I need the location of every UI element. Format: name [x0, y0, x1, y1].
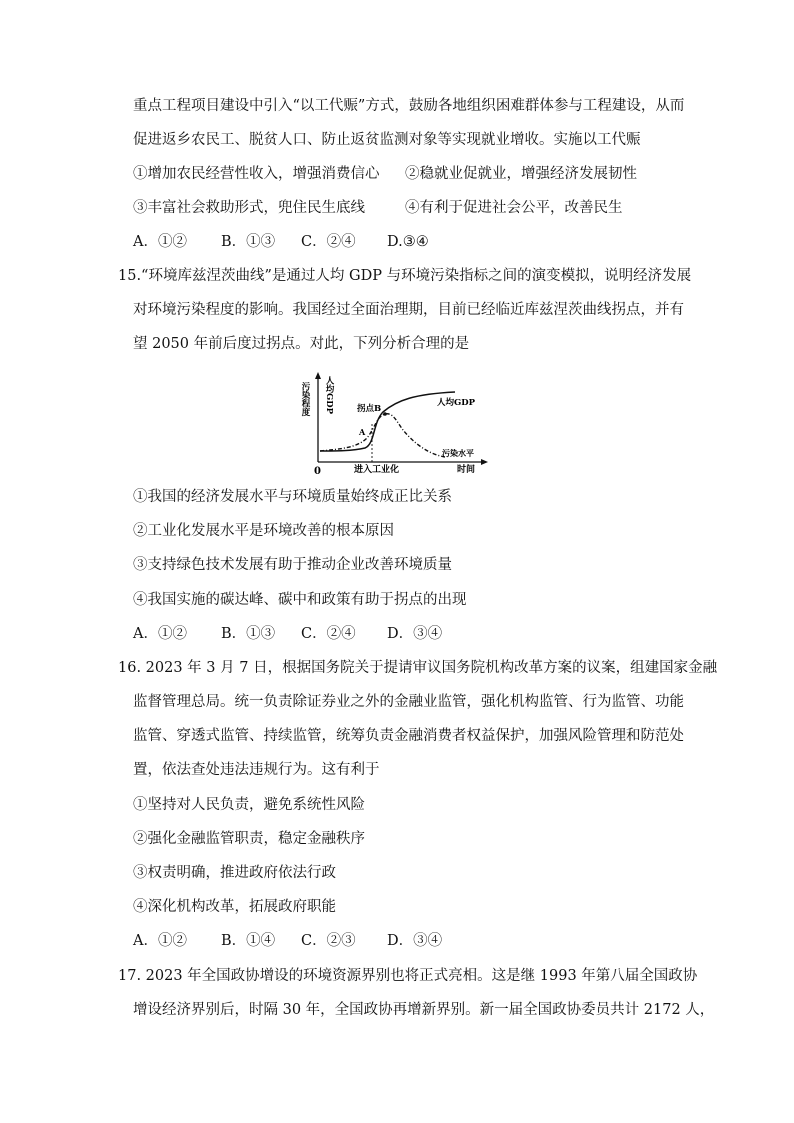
- q16-line-4: 置，依法查处违法违规行为。这有利于: [133, 762, 380, 778]
- q15-choice-c: C．②④: [301, 626, 356, 642]
- q15-answer-choices: [133, 624, 442, 644]
- gdp-curve: [320, 392, 455, 451]
- q15-line-1: 15.“环境库兹涅茨曲线”是通过人均 GDP 与环境污染指标之间的演变模拟，说明经济发展: [118, 268, 692, 284]
- q15-choice-b: B．①③: [221, 626, 276, 642]
- q14-choice-d: D.③④: [387, 234, 429, 250]
- q15-option-1: ①我国的经济发展水平与环境质量始终成正比关系: [133, 489, 452, 505]
- y-axis-label-gdp: 人均GDP: [324, 376, 334, 415]
- q14-choice-a: A．①②: [133, 234, 187, 250]
- q16-option-3: ③权责明确，推进政府依法行政: [133, 865, 336, 881]
- q16-line-1: 16. 2023 年 3 月 7 日，根据国务院关于提请审议国务院机构改革方案的议案，组建国家金融: [118, 660, 718, 676]
- q16-choice-c: C．②③: [301, 933, 356, 949]
- q14-line-1: 重点工程项目建设中引入“以工代赈”方式，鼓励各地组织困难群体参与工程建设，从而: [133, 98, 685, 114]
- q15-line-2: 对环境污染程度的影响。我国经过全面治理期，目前已经临近库兹涅茨曲线拐点，并有: [133, 302, 684, 318]
- x-axis-label: 时间: [457, 465, 476, 475]
- q14-option-3: ③丰富社会救助形式，兜住民生底线: [133, 200, 365, 216]
- q14-choice-c: C．②④: [301, 234, 356, 250]
- y-axis-label: 污染程度: [300, 382, 310, 416]
- q14-option-4: ④有利于促进社会公平，改善民生: [405, 200, 623, 216]
- q16-choice-b: B．①④: [221, 933, 276, 949]
- y-axis-arrow: [315, 372, 321, 379]
- kuznets-curve-figure: [300, 370, 495, 478]
- q16-choice-d: D．③④: [387, 933, 443, 949]
- x-axis-arrow: [481, 459, 488, 465]
- q14-option-1: ①增加农民经营性收入，增强消费信心: [133, 166, 380, 182]
- q17-line-1: 17. 2023 年全国政协增设的环境资源界别也将正式亮相。这是继 1993 年第八届全国政协: [118, 968, 698, 984]
- q14-choice-b: B．①③: [221, 234, 276, 250]
- q15-choice-a: A．①②: [133, 626, 187, 642]
- q15-option-3: ③支持绿色技术发展有助于推动企业改善环境质量: [133, 557, 452, 573]
- q15-choice-d: D．③④: [387, 626, 443, 642]
- q16-line-2: 监督管理总局。统一负责除证券业之外的金融业监管，强化机构监管、行为监管、功能: [133, 694, 684, 710]
- q16-answer-choices: [133, 931, 442, 951]
- q15-option-2: ②工业化发展水平是环境改善的根本原因: [133, 523, 394, 539]
- q15-line-3: 望 2050 年前后度过拐点。对此，下列分析合理的是: [133, 336, 470, 352]
- point-a-label: A: [359, 427, 366, 437]
- gdp-curve-label: 人均GDP: [437, 398, 476, 408]
- q14-line-2: 促进返乡农民工、脱贫人口、防止返贫监测对象等实现就业增收。实施以工代赈: [133, 132, 641, 148]
- q14-answer-choices: [133, 232, 429, 252]
- q15-option-4: ④我国实施的碳达峰、碳中和政策有助于拐点的出现: [133, 592, 467, 608]
- pollution-curve-label: 污染水平: [442, 448, 474, 458]
- origin-label: 0: [314, 466, 321, 477]
- turning-point-b: [383, 412, 387, 416]
- q16-option-2: ②强化金融监管职责，稳定金融秩序: [133, 831, 365, 847]
- q16-choice-a: A．①②: [133, 933, 187, 949]
- q16-line-3: 监管、穿透式监管、持续监管，统筹负责金融消费者权益保护，加强风险管理和防范处: [133, 728, 684, 744]
- q17-line-2: 增设经济界别后，时隔 30 年，全国政协再增新界别。新一届全国政协委员共计 2172 人，: [133, 1002, 715, 1018]
- q14-option-2: ②稳就业促就业，增强经济发展韧性: [405, 166, 637, 182]
- q16-option-1: ①坚持对人民负责，避免系统性风险: [133, 797, 365, 813]
- point-b-label: 拐点B: [357, 404, 382, 414]
- industrialization-label: 进入工业化: [354, 465, 400, 475]
- q16-option-4: ④深化机构改革，拓展政府职能: [133, 899, 336, 915]
